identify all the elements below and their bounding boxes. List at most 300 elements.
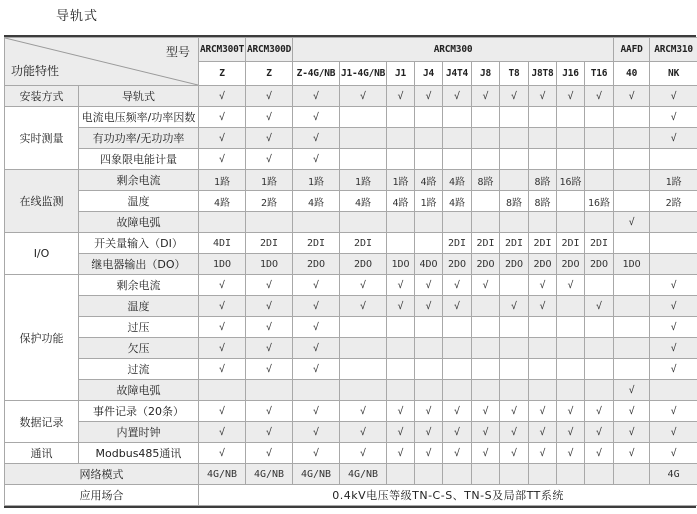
value-cell: 2路 — [650, 191, 697, 212]
value-cell — [614, 128, 650, 149]
value-cell — [614, 191, 650, 212]
model-series-cell: ARCM300T — [199, 38, 246, 62]
value-cell: 8路 — [529, 191, 557, 212]
value-cell — [472, 464, 500, 485]
value-cell: √ — [340, 275, 387, 296]
value-cell: √ — [557, 422, 585, 443]
group-label-cell: 实时测量 — [5, 107, 79, 170]
value-cell — [387, 338, 415, 359]
value-cell: 4DO — [415, 254, 443, 275]
feature-label-cell: 事件记录（20条） — [79, 401, 199, 422]
value-cell: √ — [500, 422, 529, 443]
value-cell: √ — [650, 338, 697, 359]
value-cell — [614, 296, 650, 317]
value-cell — [415, 107, 443, 128]
value-cell — [415, 233, 443, 254]
value-cell — [246, 380, 293, 401]
group-label-cell: 数据记录 — [5, 401, 79, 443]
value-cell: 2DO — [500, 254, 529, 275]
value-cell — [472, 317, 500, 338]
value-cell — [443, 107, 472, 128]
value-cell: √ — [614, 86, 650, 107]
model-type-cell: J4 — [415, 62, 443, 86]
model-type-cell: J4T4 — [443, 62, 472, 86]
value-cell — [443, 464, 472, 485]
value-cell: √ — [340, 422, 387, 443]
value-cell: √ — [415, 443, 443, 464]
value-cell: √ — [443, 275, 472, 296]
value-cell: √ — [443, 86, 472, 107]
value-cell: √ — [246, 107, 293, 128]
value-cell: √ — [246, 359, 293, 380]
value-cell: 8路 — [500, 191, 529, 212]
value-cell: √ — [246, 422, 293, 443]
value-cell — [415, 212, 443, 233]
feature-label-cell: 剩余电流 — [79, 170, 199, 191]
value-cell: √ — [472, 275, 500, 296]
value-cell: 2DO — [443, 254, 472, 275]
feature-label-cell: Modbus485通讯 — [79, 443, 199, 464]
feature-label-cell: 开关量输入（DI） — [79, 233, 199, 254]
value-cell: 8路 — [472, 170, 500, 191]
value-cell: 2DO — [585, 254, 614, 275]
feature-label-cell: 温度 — [79, 296, 199, 317]
value-cell — [387, 380, 415, 401]
model-series-cell: ARCM310 — [650, 38, 697, 62]
value-cell — [585, 338, 614, 359]
value-cell — [529, 359, 557, 380]
value-cell: √ — [472, 86, 500, 107]
feature-label-cell: 电流电压频率/功率因数 — [79, 107, 199, 128]
value-cell: √ — [614, 443, 650, 464]
value-cell: √ — [387, 443, 415, 464]
value-cell — [585, 107, 614, 128]
value-cell — [387, 149, 415, 170]
value-cell — [585, 275, 614, 296]
value-cell: 4路 — [340, 191, 387, 212]
value-cell — [199, 380, 246, 401]
value-cell — [293, 380, 340, 401]
value-cell: √ — [415, 422, 443, 443]
model-type-cell: J1-4G/NB — [340, 62, 387, 86]
value-cell: 4路 — [199, 191, 246, 212]
model-type-cell: J8 — [472, 62, 500, 86]
value-cell: √ — [472, 401, 500, 422]
value-cell: √ — [199, 359, 246, 380]
table-row — [5, 212, 697, 233]
value-cell: 2DI — [293, 233, 340, 254]
corner-model-label: 型号 — [165, 45, 190, 59]
value-cell: 1路 — [387, 170, 415, 191]
model-type-cell: J8T8 — [529, 62, 557, 86]
value-cell: √ — [500, 296, 529, 317]
value-cell: √ — [557, 86, 585, 107]
value-cell: √ — [529, 422, 557, 443]
application-value-cell: 0.4kV电压等级TN-C-S、TN-S及局部TT系统 — [199, 485, 697, 506]
feature-label-cell: 四象限电能计量 — [79, 149, 199, 170]
value-cell — [500, 275, 529, 296]
value-cell — [500, 317, 529, 338]
value-cell: 2DI — [500, 233, 529, 254]
value-cell: 2DI — [340, 233, 387, 254]
value-cell: √ — [650, 359, 697, 380]
value-cell — [340, 212, 387, 233]
model-type-cell: J16 — [557, 62, 585, 86]
table-row — [5, 380, 697, 401]
value-cell — [387, 107, 415, 128]
value-cell: √ — [199, 107, 246, 128]
value-cell — [614, 107, 650, 128]
value-cell: √ — [529, 275, 557, 296]
value-cell — [340, 359, 387, 380]
value-cell — [500, 170, 529, 191]
application-label-cell: 应用场合 — [5, 485, 199, 506]
value-cell — [443, 128, 472, 149]
value-cell: √ — [585, 422, 614, 443]
group-label-cell: 安装方式 — [5, 86, 79, 107]
value-cell: √ — [199, 296, 246, 317]
value-cell — [585, 380, 614, 401]
value-cell — [557, 191, 585, 212]
value-cell: √ — [293, 296, 340, 317]
value-cell: √ — [557, 275, 585, 296]
value-cell: 1路 — [415, 191, 443, 212]
value-cell: 2DO — [293, 254, 340, 275]
table-row — [5, 359, 697, 380]
value-cell: √ — [293, 422, 340, 443]
value-cell — [500, 359, 529, 380]
value-cell — [529, 338, 557, 359]
value-cell — [387, 233, 415, 254]
value-cell: √ — [415, 275, 443, 296]
value-cell — [529, 149, 557, 170]
value-cell — [557, 128, 585, 149]
value-cell — [585, 170, 614, 191]
value-cell: √ — [293, 443, 340, 464]
table-row — [5, 170, 697, 191]
value-cell: 2DI — [472, 233, 500, 254]
table-row — [5, 296, 697, 317]
value-cell: √ — [246, 128, 293, 149]
value-cell — [650, 149, 697, 170]
value-cell: 2DI — [529, 233, 557, 254]
table-body — [5, 86, 697, 506]
feature-label-cell: 内置时钟 — [79, 422, 199, 443]
value-cell: √ — [199, 86, 246, 107]
value-cell — [340, 149, 387, 170]
value-cell: √ — [557, 443, 585, 464]
feature-label-cell: 故障电弧 — [79, 212, 199, 233]
value-cell — [585, 128, 614, 149]
value-cell — [415, 359, 443, 380]
value-cell — [472, 359, 500, 380]
value-cell: √ — [340, 296, 387, 317]
value-cell: √ — [199, 443, 246, 464]
value-cell — [585, 317, 614, 338]
value-cell — [443, 212, 472, 233]
value-cell — [500, 107, 529, 128]
value-cell: √ — [415, 86, 443, 107]
value-cell: √ — [614, 422, 650, 443]
value-cell — [500, 149, 529, 170]
value-cell — [340, 107, 387, 128]
feature-label-cell: 故障电弧 — [79, 380, 199, 401]
value-cell: 1DO — [199, 254, 246, 275]
value-cell: √ — [650, 86, 697, 107]
value-cell — [529, 464, 557, 485]
value-cell: 8路 — [529, 170, 557, 191]
value-cell — [557, 212, 585, 233]
value-cell: 4G/NB — [340, 464, 387, 485]
value-cell — [500, 212, 529, 233]
spec-table — [4, 37, 697, 506]
value-cell — [387, 128, 415, 149]
value-cell — [614, 149, 650, 170]
value-cell — [557, 296, 585, 317]
table-row — [5, 275, 697, 296]
table-row — [5, 254, 697, 275]
value-cell: √ — [246, 86, 293, 107]
value-cell: √ — [585, 401, 614, 422]
value-cell — [529, 107, 557, 128]
value-cell — [443, 317, 472, 338]
table-row — [5, 401, 697, 422]
value-cell — [415, 128, 443, 149]
value-cell: 4路 — [415, 170, 443, 191]
value-cell — [614, 170, 650, 191]
value-cell: 1DO — [387, 254, 415, 275]
value-cell: √ — [246, 296, 293, 317]
value-cell: √ — [199, 317, 246, 338]
table-row — [5, 317, 697, 338]
value-cell — [614, 464, 650, 485]
value-cell — [415, 317, 443, 338]
value-cell — [500, 338, 529, 359]
model-series-cell: ARCM300D — [246, 38, 293, 62]
model-type-cell: Z — [246, 62, 293, 86]
value-cell: 4G — [650, 464, 697, 485]
value-cell — [387, 359, 415, 380]
group-label-cell: I/O — [5, 233, 79, 275]
value-cell: √ — [443, 401, 472, 422]
value-cell: √ — [246, 338, 293, 359]
value-cell: √ — [443, 296, 472, 317]
table-row — [5, 107, 697, 128]
value-cell: √ — [415, 401, 443, 422]
value-cell: √ — [585, 86, 614, 107]
value-cell — [340, 338, 387, 359]
value-cell — [650, 380, 697, 401]
value-cell: √ — [529, 401, 557, 422]
value-cell: √ — [199, 128, 246, 149]
value-cell: √ — [472, 443, 500, 464]
value-cell — [415, 464, 443, 485]
value-cell: √ — [443, 422, 472, 443]
model-type-cell: T16 — [585, 62, 614, 86]
value-cell: 2DO — [472, 254, 500, 275]
value-cell — [557, 338, 585, 359]
value-cell — [585, 212, 614, 233]
value-cell: √ — [650, 317, 697, 338]
value-cell: √ — [293, 338, 340, 359]
value-cell: 2DI — [585, 233, 614, 254]
value-cell: √ — [387, 422, 415, 443]
value-cell: 1路 — [340, 170, 387, 191]
table-row — [5, 338, 697, 359]
header-row-models — [5, 38, 697, 62]
model-series-cell: ARCM300 — [293, 38, 614, 62]
value-cell — [614, 233, 650, 254]
value-cell: √ — [246, 443, 293, 464]
value-cell — [529, 128, 557, 149]
table-head — [5, 38, 697, 86]
network-mode-row — [5, 464, 697, 485]
value-cell — [472, 338, 500, 359]
table-row — [5, 191, 697, 212]
network-mode-label-cell: 网络模式 — [5, 464, 199, 485]
value-cell — [472, 191, 500, 212]
value-cell: √ — [500, 86, 529, 107]
value-cell: √ — [246, 401, 293, 422]
value-cell: 2DO — [340, 254, 387, 275]
value-cell — [472, 212, 500, 233]
value-cell: √ — [387, 401, 415, 422]
model-type-cell: T8 — [500, 62, 529, 86]
value-cell: 1路 — [246, 170, 293, 191]
value-cell: 2DO — [557, 254, 585, 275]
value-cell — [650, 212, 697, 233]
value-cell: 1路 — [293, 170, 340, 191]
value-cell — [529, 317, 557, 338]
value-cell: √ — [500, 401, 529, 422]
value-cell: √ — [650, 443, 697, 464]
value-cell — [500, 380, 529, 401]
value-cell: 2DO — [529, 254, 557, 275]
value-cell: √ — [650, 275, 697, 296]
feature-label-cell: 温度 — [79, 191, 199, 212]
value-cell: 4路 — [443, 170, 472, 191]
value-cell: √ — [246, 317, 293, 338]
value-cell: √ — [387, 86, 415, 107]
feature-label-cell: 导轨式 — [79, 86, 199, 107]
value-cell: √ — [246, 149, 293, 170]
value-cell — [387, 464, 415, 485]
model-type-cell: Z — [199, 62, 246, 86]
value-cell: √ — [650, 401, 697, 422]
group-label-cell: 保护功能 — [5, 275, 79, 401]
group-label-cell: 通讯 — [5, 443, 79, 464]
model-type-cell: 40 — [614, 62, 650, 86]
value-cell: √ — [293, 107, 340, 128]
model-type-cell: Z-4G/NB — [293, 62, 340, 86]
value-cell: √ — [443, 443, 472, 464]
value-cell — [340, 317, 387, 338]
value-cell: 4DI — [199, 233, 246, 254]
value-cell — [387, 212, 415, 233]
value-cell: 2路 — [246, 191, 293, 212]
value-cell — [293, 212, 340, 233]
value-cell — [443, 338, 472, 359]
value-cell: √ — [199, 275, 246, 296]
value-cell — [557, 380, 585, 401]
value-cell: √ — [650, 422, 697, 443]
value-cell — [614, 359, 650, 380]
value-cell: √ — [500, 443, 529, 464]
table-wrap — [4, 35, 696, 508]
value-cell — [529, 212, 557, 233]
value-cell — [650, 254, 697, 275]
value-cell: √ — [340, 401, 387, 422]
value-cell — [614, 317, 650, 338]
value-cell: √ — [529, 443, 557, 464]
value-cell: 4G/NB — [199, 464, 246, 485]
value-cell: √ — [199, 149, 246, 170]
model-type-cell: NK — [650, 62, 697, 86]
value-cell — [472, 380, 500, 401]
value-cell: √ — [614, 401, 650, 422]
value-cell — [415, 149, 443, 170]
value-cell: 4路 — [443, 191, 472, 212]
value-cell: 16路 — [557, 170, 585, 191]
value-cell — [246, 212, 293, 233]
value-cell: 4G/NB — [293, 464, 340, 485]
value-cell — [443, 380, 472, 401]
value-cell — [614, 338, 650, 359]
table-row — [5, 422, 697, 443]
model-type-cell: J1 — [387, 62, 415, 86]
value-cell: √ — [199, 338, 246, 359]
value-cell: √ — [340, 443, 387, 464]
doc-title: 导轨式 — [56, 9, 99, 24]
value-cell — [415, 380, 443, 401]
value-cell: √ — [293, 275, 340, 296]
value-cell: √ — [415, 296, 443, 317]
value-cell: 4路 — [293, 191, 340, 212]
value-cell — [557, 107, 585, 128]
value-cell: √ — [246, 275, 293, 296]
value-cell — [557, 464, 585, 485]
value-cell: 2DI — [557, 233, 585, 254]
value-cell: √ — [293, 317, 340, 338]
feature-label-cell: 有功功率/无功功率 — [79, 128, 199, 149]
value-cell — [557, 359, 585, 380]
value-cell — [340, 380, 387, 401]
value-cell: √ — [199, 401, 246, 422]
table-row — [5, 128, 697, 149]
value-cell: √ — [293, 401, 340, 422]
value-cell — [472, 149, 500, 170]
value-cell: 1路 — [199, 170, 246, 191]
feature-label-cell: 过流 — [79, 359, 199, 380]
value-cell: √ — [529, 86, 557, 107]
model-series-cell: AAFD — [614, 38, 650, 62]
feature-label-cell: 欠压 — [79, 338, 199, 359]
corner-cell — [5, 38, 199, 86]
value-cell: √ — [650, 107, 697, 128]
value-cell: 1路 — [650, 170, 697, 191]
table-row — [5, 149, 697, 170]
value-cell — [557, 149, 585, 170]
value-cell: √ — [293, 149, 340, 170]
value-cell — [585, 464, 614, 485]
value-cell: 4路 — [387, 191, 415, 212]
value-cell — [443, 359, 472, 380]
value-cell: √ — [472, 422, 500, 443]
value-cell — [387, 317, 415, 338]
value-cell: √ — [387, 296, 415, 317]
value-cell — [472, 128, 500, 149]
value-cell — [585, 149, 614, 170]
